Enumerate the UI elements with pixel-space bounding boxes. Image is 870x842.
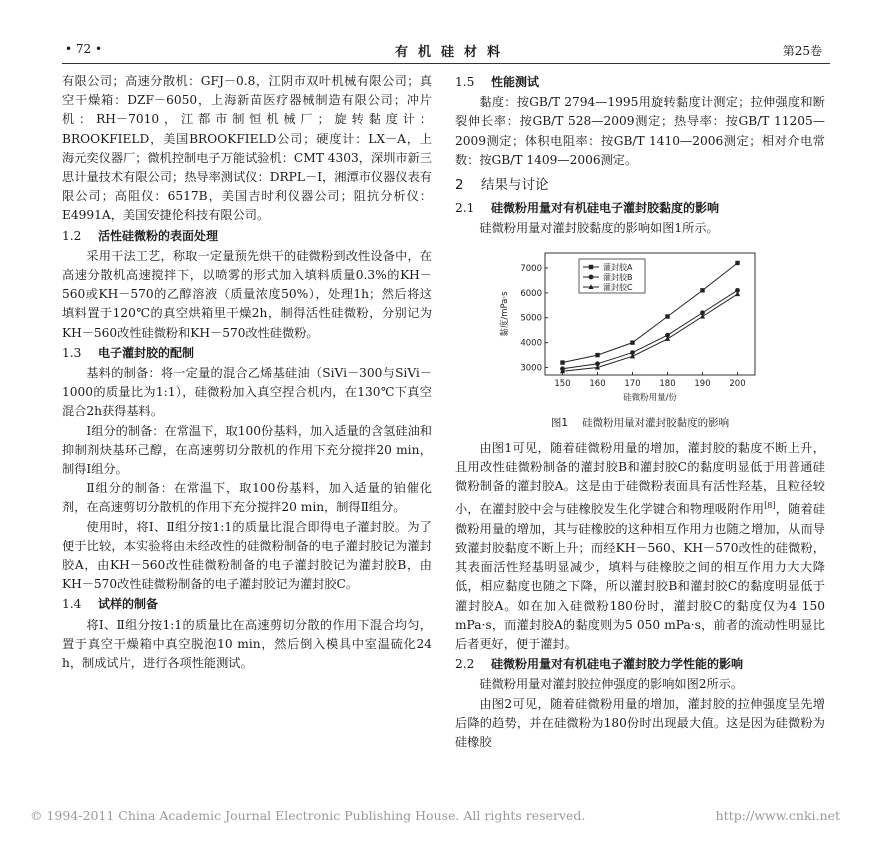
section-heading-2-1: [455, 199, 825, 218]
legend-label: 灌封胶A: [603, 262, 633, 272]
cnki-url: http://www.cnki.net: [715, 808, 840, 823]
section-title: 性能测试: [491, 75, 540, 89]
section-number: 2: [455, 177, 464, 194]
section-heading-1-4: [62, 595, 432, 614]
copyright-text: © 1994-2011 China Academic Journal Electronic Publishing House. All rights reserved.: [30, 808, 586, 823]
paragraph-component-1: Ⅰ组分的制备：在常温下，取100份基料，加入适量的含氢硅油和抑制剂炔基环己醇，在高速剪切分散机的作用下充分搅拌20 min，制得Ⅰ组分。: [62, 423, 432, 477]
legend-marker: [589, 274, 594, 279]
viscosity-line-chart: [455, 245, 825, 410]
header-rule: [62, 63, 830, 64]
y-tick-label: 7000: [520, 263, 542, 274]
series-line-3: [563, 294, 738, 371]
paragraph-fig2-discussion: 由图2可见，随着硅微粉用量的增加，灌封胶的拉伸强度呈先增后降的趋势，并在硅微粉为180份时出现最大值。这是因为硅微粉为硅橡胶: [455, 696, 825, 749]
data-point-series-1: [700, 288, 704, 292]
copyright-footer: [30, 808, 840, 823]
journal-name: 有机硅材料: [395, 45, 511, 60]
left-column: [62, 72, 432, 673]
volume-label: 第25卷: [782, 44, 822, 58]
y-tick-label: 6000: [520, 288, 542, 299]
figure-1: [455, 245, 825, 410]
section-number: 2.1: [455, 201, 475, 216]
section-heading-2: [455, 176, 825, 195]
section-heading-1-5: [455, 73, 825, 92]
section-number: 1.4: [62, 597, 82, 612]
section-title: 结果与讨论: [481, 177, 549, 194]
figure-1-caption: [455, 414, 825, 433]
data-point-series-1: [560, 360, 564, 364]
y-tick-label: 4000: [520, 338, 542, 349]
paragraph-surface-treatment: 采用干法工艺，称取一定量预先烘干的硅微粉到改性设备中，在高速分散机高速搅拌下，以喷雾的形式加入填料质量0.3%的KH－560或KH－570的乙醇溶液（质量浓度50%），处理1h；然后将这填料置于120℃的真空烘箱里干燥2h，制得活性硅微粉，分别记为KH－560改性硅微粉和KH－570改性硅微粉。: [62, 248, 432, 340]
x-tick-label: 190: [694, 378, 711, 389]
section-number: 1.2: [62, 228, 82, 243]
x-tick-label: 180: [659, 378, 676, 389]
figure-number: 图1: [550, 416, 569, 429]
section-number: 1.5: [455, 75, 475, 89]
paragraph-fig1-discussion: [455, 439, 825, 654]
section-number: 2.2: [455, 657, 475, 672]
data-point-series-3: [665, 336, 670, 341]
paragraph-usage: 使用时，将Ⅰ、Ⅱ组分按1:1的质量比混合即得电子灌封胶。为了便于比较，本实验将由未经改性的硅微粉制备的电子灌封胶记为灌封胶A，由KH－560改性硅微粉制备的电子灌封胶记为灌封胶B，由KH－570改性硅微粉制备的电子灌封胶记为灌封胶C。: [62, 519, 432, 592]
section-title: 活性硅微粉的表面处理: [98, 228, 219, 243]
paragraph-fig2-intro: 硅微粉用量对灌封胶拉伸强度的影响如图2所示。: [479, 677, 744, 692]
x-tick-label: 200: [729, 378, 746, 389]
page-header: [40, 40, 830, 60]
section-number: 1.3: [62, 345, 82, 360]
section-title: 硅微粉用量对有机硅电子灌封胶力学性能的影响: [491, 657, 744, 672]
paragraph-base-prep: 基料的制备：将一定量的混合乙烯基硅油（SiVi－300与SiVi－1000的质量比为1:1），硅微粉加入真空捏合机内，在130℃下真空混合2h获得基料。: [62, 366, 432, 419]
x-axis-label: 硅微粉用量/份: [623, 392, 677, 403]
paragraph-component-2: Ⅱ组分的制备：在常温下，取100份基料，加入适量的铂催化剂，在高速剪切分散机的作用下充分搅拌20 min，制得Ⅱ组分。: [62, 481, 432, 515]
reference-marker: [8]: [764, 501, 776, 511]
y-tick-label: 3000: [520, 363, 542, 374]
section-title: 电子灌封胶的配制: [98, 345, 195, 360]
x-tick-label: 150: [554, 378, 571, 389]
section-heading-1-3: [62, 344, 432, 363]
y-axis-label: 黏度/mPa·s: [500, 291, 510, 337]
section-title: 硅微粉用量对有机硅电子灌封胶黏度的影响: [491, 201, 720, 216]
section-title: 试样的制备: [98, 597, 159, 612]
section-heading-2-2: [455, 655, 825, 674]
figure-title: 硅微粉用量对灌封胶黏度的影响: [582, 416, 730, 429]
legend-marker: [589, 264, 593, 268]
legend-label: 灌封胶B: [603, 272, 633, 282]
x-tick-label: 160: [589, 378, 606, 389]
legend-label: 灌封胶C: [603, 282, 633, 292]
paragraph-fig1-intro: 硅微粉用量对灌封胶黏度的影响如图1所示。: [479, 221, 719, 236]
paragraph-testing: 黏度：按GB/T 2794—1995用旋转黏度计测定；拉伸强度和断裂伸长率：按GB/T 528—2009测定；热导率：按GB/T 11205—2009测定；体积电阻率：按GB/T 1410—2006测定；相对介电常数：按GB/T 1409—2006测定。: [455, 95, 825, 167]
data-point-series-1: [630, 340, 634, 344]
paragraph-sample-prep: 将Ⅰ、Ⅱ组分按1:1的质量比在高速剪切分散的作用下混合均匀，置于真空干燥箱中真空脱泡10 min，然后倒入模具中室温硫化24 h，制成试片，进行各项性能测试。: [62, 617, 432, 671]
x-tick-label: 170: [624, 378, 641, 389]
page-number: • 72 •: [65, 42, 103, 56]
discussion-text-b: ，随着硅微粉用量的增加，其与硅橡胶的这种相互作用力也随之增加，从而导致灌封胶黏度不断上升；而经KH－560、KH－570改性的硅微粉，其表面活性羟基明显减少，填料与硅橡胶之间的相互作用力大大降低，相应黏度也随之下降，所以灌封胶B和灌封胶C的黏度明显低于灌封胶A。如在加入硅微粉180份时，灌封胶C的黏度仅为4 150 mPa·s，而灌封胶A的黏度则为5 050 mPa·s，前者的流动性明显比后者更好，便于灌封。: [455, 502, 826, 651]
data-point-series-1: [665, 314, 669, 318]
paragraph-equipment: 有限公司；高速分散机：GFJ－0.8，江阴市双叶机械有限公司；真空干燥箱：DZF－6050，上海新苗医疗器械制造有限公司；冲片机：RH－7010，江都市制恒机械厂；旋转黏度计：BROOKFIELD，美国BROOKFIELD公司；硬度计：LX－A，上海元奕仪器厂；微机控制电子万能试验机：CMT 4303，深圳市新三思计量技术有限公司；热导率测试仪：DRPL－Ⅰ，湘潭市仪器仪表有限公司；高阻仪：6517B，美国吉时利仪器公司；阻抗分析仪：E4991A，美国安捷伦科技有限公司。: [62, 74, 432, 223]
y-tick-label: 5000: [520, 313, 542, 324]
data-point-series-1: [735, 260, 739, 264]
plot-frame: [545, 253, 755, 375]
right-column: [455, 72, 825, 752]
data-point-series-1: [595, 353, 599, 357]
discussion-text-a: 由图1可见，随着硅微粉用量的增加，灌封胶的黏度不断上升，且用改性硅微粉制备的灌封胶B和灌封胶C的黏度明显低于用普通硅微粉制备的灌封胶A。这是由于硅微粉表面具有活性羟基，且粒径较小，在灌封胶中会与硅橡胶发生化学键合和物理吸附作用: [455, 440, 825, 517]
section-heading-1-2: [62, 227, 432, 246]
